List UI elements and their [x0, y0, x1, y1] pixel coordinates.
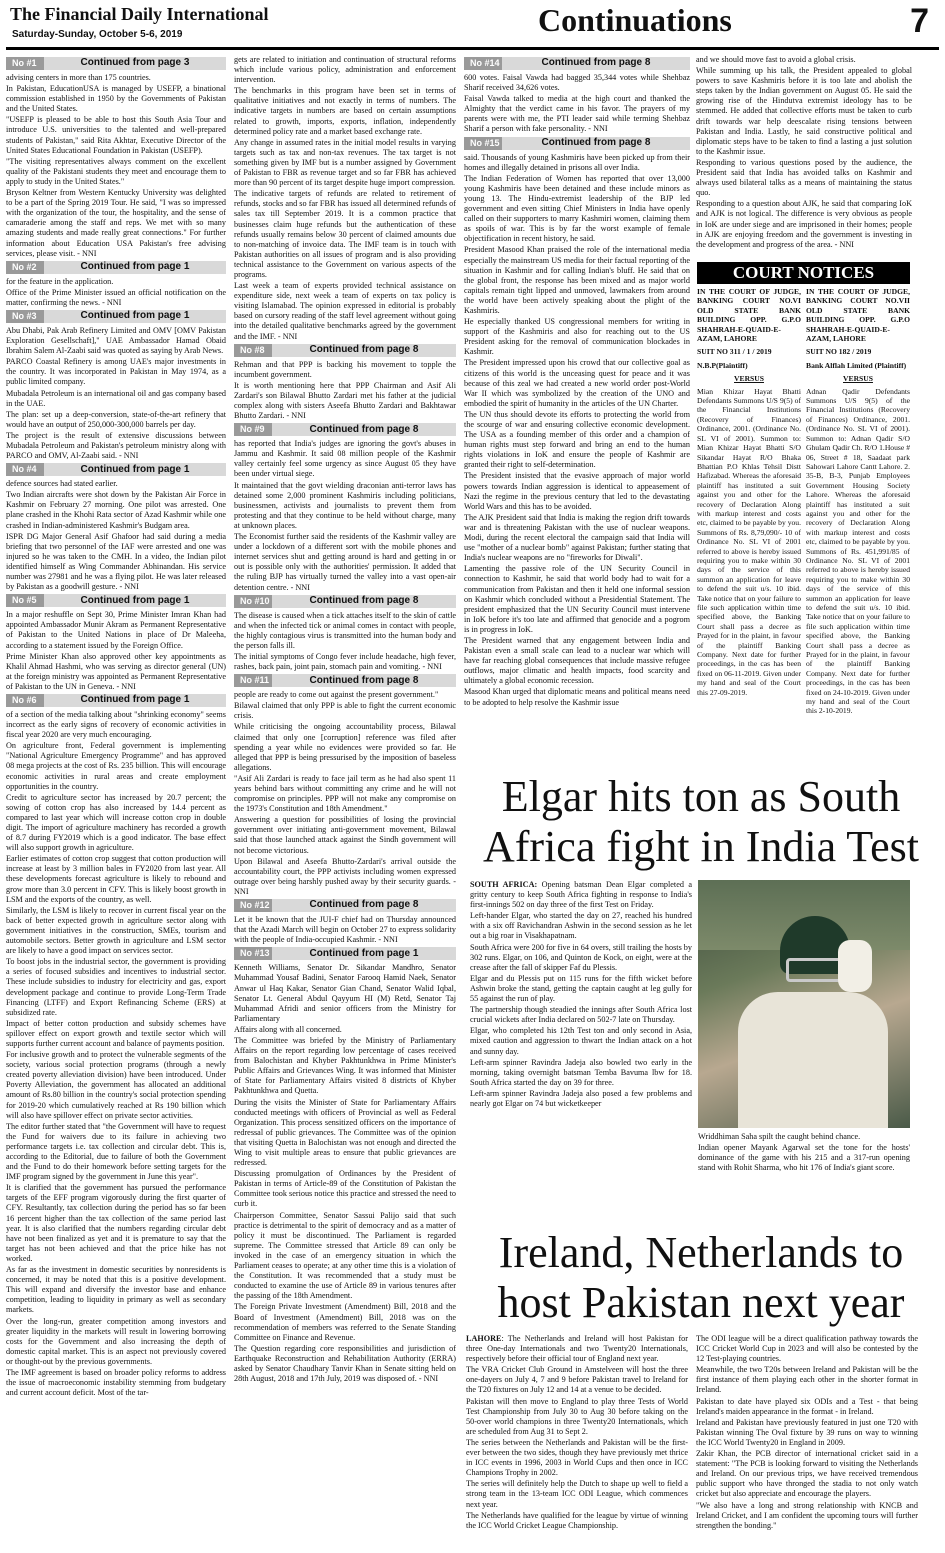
paragraph: The Indian Federation of Women has reported that over 13,000 young Kashmiris have been detained and these include minors as young 13. The Hindu-extremist leadership of the BJP led government and even sitting Chief Ministers in India have openly called on their supporters to marry Kashmiri women, claiming them as spoils of war. This is by far the worst example of female objectification in recent history, he said.: [464, 173, 690, 244]
paragraph: "USEFP is pleased to be able to host this South Asia Tour and introduce U.S. universities to the talented and well-prepared students of Pakistan," said Rita Akhtar, Executive Director of the United States Educational Foundation in Pakistan (USEFP).: [6, 115, 226, 155]
paragraph: of a section of the media talking about "shrinking economy" seems incorrect as the early signs of recovery of economic activities in fiscal year 2020 are very much encouraging.: [6, 709, 226, 740]
continued-bar: [234, 899, 456, 912]
continued-number: No #15: [464, 137, 502, 150]
paragraph: SOUTH AFRICA: Opening batsman Dean Elgar completed a gritty century to keep South Africa fighting in response to India's first-innings 502 on day three of the first Test on Friday.: [470, 880, 692, 910]
continued-number: No #6: [6, 694, 44, 707]
paragraph: The Question regarding core responsibilities and jurisdiction of Earthquake Reconstruction and Rehabilitation Authority (ERRA) asked by Senator Chaudhary Tanvir Khan in Senate sitting held on 28th August, 2018 and 17th July, 2019 was disposed of. - NNI: [234, 1343, 456, 1384]
paragraph: The benchmarks in this program have been set in terms of qualitative initiatives and not exactly in terms of numbers. The indicative targets in numbers are based on certain assumptions related to growth, imports, exports, inflation, independently determined policy rate and a market based exchange rate.: [234, 86, 456, 136]
continued-label: Continued from page 1: [80, 463, 190, 475]
story-body: [466, 1334, 688, 1548]
notice-court: IN THE COURT OF JUDGE, BANKING COURT NO.VI OLD STATE BANK BUILDING OPP. G.P.O SHAHRAH-E-QUAID-E-AZAM, LAHORE: [697, 287, 801, 344]
paragraph: Office of the Prime Minister issued an official notification on the matter, confirming the news. - NNI: [6, 287, 226, 307]
caption-line: Wriddhiman Saha spilt the caught behind chance.: [698, 1132, 861, 1141]
continued-number: No #14: [464, 57, 502, 70]
continued-bar: [234, 947, 456, 960]
notice-suit: SUIT NO 311 / 1 / 2019: [697, 347, 772, 357]
continued-bar: [234, 674, 456, 687]
paragraph: The indicative targets of refunds are related to retirement of refunds, stocks and so far FBR has issued all determined refunds of sales tax till September 2019. It is a common practice that businesses claim huge refunds but the authentication of these refunds usually remains below 30 percent of claimed amounts due to non-matching of invoice data. The IMF team is in touch with Pakistan authorities on all issues of program and is also providing technical assistance to the Government on various aspects of the programs.: [234, 189, 456, 279]
paragraph: Left-hander Elgar, who started the day on 27, reached his hundred with a six off Ravichandran Ashwin in the second session as he let out a big roar in Visakhapatnam.: [470, 911, 692, 941]
paragraph: He especially thanked US congressional members for writing in support of the Kashmiris and also for reaching out to the US President asking for the removal of communication blockades in Kashmir.: [464, 317, 690, 357]
paragraph: has reported that India's judges are ignoring the govt's abuses in Jammu and Kashmir. It said 08 million people of the Kashmir valley certainly feel some urgency as since August 05 they have been under virtual siege.: [234, 439, 456, 479]
continued-number: No #13: [234, 947, 272, 960]
paragraph: "Asif Ali Zardari is ready to face jail term as he had also spent 11 years behind bars without committing any crime and he will not compromise on principles. PPP will not make any compromise on the 1973's Constitution and 18th Amendment.": [234, 773, 456, 814]
paragraph: Earlier estimates of cotton crop suggest that cotton production will increase at least by 3 million bales in FY2020 from last year. All these developments forecast agriculture is likely to rebound and grow more than 3.0 percent in CFY. This is likely boost growth in LSM and the exports of the country, as well.: [6, 854, 226, 904]
notice-plaintiff: N.B.P(Plaintiff): [697, 360, 748, 370]
paragraph: "The visiting representatives always comment on the excellent quality of the Pakistani students they meet and encourage them to apply to study in the United States.": [6, 156, 226, 186]
continued-bar: [6, 310, 226, 323]
paragraph: The AJK President said that India is making the region drift towards war and is threatening Pakistan with the use of nuclear weapons. Modi, during the recent electoral the campaign said that India will use "mother of a nuclear bomb" against Pakistan; further stating that India's nuclear weapons are no "fireworks for Diwali".: [464, 512, 690, 563]
masthead-rule: [6, 47, 939, 50]
continued-number: No #9: [234, 423, 272, 436]
continued-label: Continued from page 8: [541, 57, 651, 69]
paragraph: said. Thousands of young Kashmiris have been picked up from their homes and illegally detained in prisons all over India.: [464, 152, 690, 172]
column-2: [234, 55, 456, 1549]
paragraph: The series will definitely help the Dutch to shape up well to field a strong team in the 13-team ICC ODI League, which commences next year.: [466, 1479, 688, 1509]
paragraph: Let it be known that the JUI-F chief had on Thursday announced that the Azadi March will begin on October 27 to express solidarity with the people of India-occupied Kashmir. - NNI: [234, 915, 456, 945]
continued-number: No #10: [234, 595, 272, 608]
continued-label: Continued from page 1: [80, 694, 190, 706]
continued-number: No #1: [6, 57, 44, 70]
paragraph: The IMF agreement is based on broader policy reforms to address the issue of macroeconomic instability stemming from budgetary and current account deficit. Most of the tar-: [6, 1367, 226, 1398]
paragraph: Impact of better cotton production and subsidy schemes have spillover effect on export growth and textile sector which will supports further current account and balance of payments position.: [6, 1018, 226, 1048]
paragraph: for the feature in the application.: [6, 276, 114, 286]
paragraph: LAHORE: The Netherlands and Ireland will host Pakistan for three One-day Internationals and two Twenty20 Internationals, respectively before their official tour of England next year.: [466, 1334, 688, 1364]
court-notice: [697, 287, 801, 765]
continued-bar: [6, 261, 226, 274]
continued-label: Continued from page 1: [309, 947, 419, 959]
paragraph: It is clarified that the government has pursued the performance targets of the EFF program vigorously during the first quarter of CFY. Resultantly, tax collection during the period has so far been 16 percent higher than the tax collection of the same period last year. It is also clarified that the numbers regarding circular debt have not been finalized as yet and it is premature to say that the target has not been achieved and that the price hike has not worked.: [6, 1183, 226, 1263]
paragraph: advising centers in more than 175 countries.: [6, 73, 151, 82]
paragraph: For inclusive growth and to protect the vulnerable segments of the society, various social protection programs (through a newly created poverty alleviation division) have been introduced. Under Poverty Alleviation, the government has allocated an additional amount of Rs.80 billion in the country's social protection spending for 2019-20 which cumulatively reached at Rs 190 billion which will also have spillover effect on private sector activities.: [6, 1050, 226, 1120]
continued-label: Continued from page 8: [309, 423, 419, 435]
paragraph: Over the long-run, greater competition among investors and greater liquidity in the markets will result in lowering borrowing costs for the Government and also increasing the depth of domestic capital market. This is an aspect not previously covered or thought-out by the previous governments.: [6, 1316, 226, 1366]
paragraph: The President warned that any engagement between India and Pakistan even a small scale can lead to a nuclear war which will have far reaching global consequences that include massive refugee outflows, major climatic and health impacts, food scarcity and ultimately a global economic recession.: [464, 635, 690, 686]
page-number: 7: [910, 2, 929, 40]
notice-body: Mian Khizar Hayat Bhatti Defendants Summons U/S 9(5) of the Financial Institutions (Recovery of Finances) Ordinance, 2001. (Ordinance No. SL VI of 2001). Summon to: Mian Khizar Hayat Bhatti S/O Sikandar Hayat R/O Bhaka Bhattian P.O Khlas Tehsil Distt Hafizabad. Whereas the aforesaid plaintiff has instituted a suit against you and other for the recovery of Declaration Along with markup interest and costs etc, claimed to be payable by you. Summons of Rs. 8,79,090/- 10 of Ordinance No. SL VI of 2001 referred to above is hereby issued requiring you to make within 30 days of the service of this summon an application for leave to defend the suit u/s. 10 ibid. Take notice that on your failure to file such application within time specified above, the Banking Court shall pass a decree as Prayed for in the plaint, in favour of the plaintiff Banking Company. Next date for further proceedings, in the cas has been fixed on 06-11-2019. Given under my hand and seal of the Court this 27-09-2019.: [697, 386, 801, 697]
cricket-photo: [698, 880, 910, 1128]
paragraph: 600 votes. Faisal Vawda had bagged 35,344 votes while Shehbaz Sharif received 34,626 votes.: [464, 73, 690, 93]
paragraph: The series between the Netherlands and Pakistan will be the first-ever between the two sides, though they have previously met thrice in ICC events in 1996, 2003 in World Cups and then once in ICC Champions Trophy in 2002.: [466, 1437, 688, 1478]
notice-suit: SUIT NO 182 / 2019: [806, 347, 872, 357]
paragraph: defence sources had stated earlier.: [6, 479, 118, 489]
paragraph: The Economist further said the residents of the Kashmir valley are under a lockdown of a different sort with the mobile phones and internet services shut and getting around is hard and getting in or out is possible only with the authorities' permission. It added that the ruling BJP has virtually turned the valley into a vast open-air detention centre. - NNI: [234, 532, 456, 592]
caption-line: Indian opener Mayank Agarwal set the tone for the hosts' dominance of the game with his 215 and a 317-run opening stand with Rohit Sharma, who hit 176 of India's giant score.: [698, 1143, 910, 1173]
paragraph: Pakistan will then move to England to play three Tests of World Test Championship from July 30 to Aug 30 before taking on the 50-over world champions in three Twenty20 Internationals, which are scheduled from Aug 31 to Sept 2.: [466, 1396, 688, 1436]
continued-label: Continued from page 8: [309, 595, 419, 607]
continued-bar: [6, 57, 226, 70]
dateline: LAHORE: [466, 1334, 502, 1343]
continued-bar: [234, 595, 456, 608]
paragraph: While criticising the ongoing accountability process, Bilawal claimed that only one [corruption] reference was filed after spending a year while no evidences were provided so far. He alleged that PPP is being pressurised by the imposition of baseless allegations.: [234, 722, 456, 772]
paragraph: ISPR DG Major General Asif Ghafoor had said during a media briefing that two personnel of the IAF were arrested and one was injured so he was taken to the CMH. In a video, the Indian pilot identified himself as Wing Commander Abhinandan. His service number was 27981 and he was a flying pilot. He was later released by Pakistan as a goodwill gesture. - NNI: [6, 531, 226, 592]
continued-number: No #8: [234, 344, 272, 357]
paragraph: The plan: set up a deep-conversion, state-of-the-art refinery that would have an output of 250,000-300,000 barrels per day.: [6, 409, 226, 429]
column-3: [464, 55, 690, 761]
story-body: [470, 880, 692, 1220]
paragraph: It maintained that the govt wielding draconian anti-terror laws has detained some 2,000 prominent Kashmiris including politicians, businessmen, activists and journalists to prevent them from protesting and that they continue to be held without charge, many at unknown places.: [234, 480, 456, 530]
paragraph: The disease is caused when a tick attaches itself to the skin of cattle and when the infected tick or animal comes in contact with people, the highly contagious virus is transmitted into the human body and the person falls ill.: [234, 610, 456, 650]
paragraph: Responding to a question about AJK, he said that comparing IoK and AJK is not logical. The difference is very obvious as people in IoK are under siege and are imprisoned in their homes; people in AJK are enjoying freedom and the government is investing in the development and progress of the area. - NNI: [696, 199, 912, 249]
paragraph: The VRA Cricket Club Ground in Amstelveen will host the three one-dayers on July 4, 7 and 9 before Pakistan travel to Ireland for the T20 fixtures on July 12 and 14 at a venue to be decided.: [466, 1365, 688, 1395]
paragraph: Similarly, the LSM is likely to recover in current fiscal year on the back of better expected growth in agriculture sector along with government initiatives in the construction, SMEs, tourism and automobile sectors. Better growth in agriculture and LSM sector are likely to have a good impact on services sector.: [6, 905, 226, 956]
continued-bar: [6, 463, 226, 476]
continued-bar: [234, 423, 456, 436]
continued-number: No #3: [6, 310, 44, 323]
paragraph: The project is the result of extensive discussions between Mubadala Petroleum and Pakistan's petroleum ministry along with PARCO and OMV, Al-Zaabi said. - NNI: [6, 430, 226, 461]
paragraph: "We also have a long and strong relationship with KNCB and Ireland Cricket, and I am confident the upcoming tours will further strengthen the bonding.": [696, 1500, 918, 1530]
paragraph: Answering a question for possibilities of losing the provincial government over initiating anti-government movement, Bilawal said that those launched attack against the Sindh government will not become victorious.: [234, 815, 456, 855]
notice-versus: VERSUS: [734, 374, 764, 384]
continued-label: Continued from page 8: [309, 899, 419, 911]
paragraph: Masood Khan urged that diplomatic means and political means need to be adopted to help resolve the Kashmir issue: [464, 687, 690, 707]
continued-bar: [6, 594, 226, 607]
paragraph: Discussing promulgation of Ordinances by the President of Pakistan in terms of Article-89 of the Constitution of Pakistan the Committee took serious notice this practice and stressed the need to curb it.: [234, 1169, 456, 1209]
continued-number: No #11: [234, 674, 272, 687]
continued-label: Continued from page 8: [309, 674, 419, 686]
column-4: [696, 55, 912, 261]
continued-number: No #12: [234, 899, 272, 912]
continued-label: Continued from page 1: [80, 594, 190, 606]
paragraph: Abu Dhabi, Pak Arab Refinery Limited and OMV [OMV Pakistan Exploration Gesellschaft]," UAE Ambassador Hamad Obaid Ibrahim Salem Al-Zaabi said was quoted as saying by Arab News.: [6, 325, 226, 356]
continued-label: Continued from page 1: [80, 310, 190, 322]
notice-court: IN THE COURT OF JUDGE, BANKING COURT NO.VII OLD STATE BANK BUILDING OPP. G.P.O SHAHRAH-E-QUAID-E-AZAM, LAHORE: [806, 287, 910, 344]
continued-label: Continued from page 8: [541, 137, 651, 149]
paragraph: Meanwhile, the two T20s between Ireland and Pakistan will be the first instance of them playing each other in the shorter format in Ireland.: [696, 1365, 918, 1395]
paragraph: It is worth mentioning here that PPP Chairman and Asif Ali Zardari's son Bilawal Bhutto Zardari met his father at the judicial complex along with sisters Aseefa Bhutto Zardari and Bakhtawar Bhutto Zardari. - NNI: [234, 380, 456, 421]
paragraph: The President impressed upon his crowd that our collective goal as citizens of this world is the unceasing quest for peace and it was because of this zeal we had created a new world order post-World War II which was symbolized by the creation of the UNO and embodied the spirit of humanity in the articles of the UN Charter.: [464, 358, 690, 408]
paragraph: The editor further stated that "the Government will have to request the Fund for waivers due to its failure in achieving two performance targets i.e. tax collection and circular debt. This is, according to the Editorial, due to failure of both the Government and the Fund to do their homework before setting targets for the IMF program signed by the government in June this year".: [6, 1121, 226, 1182]
dateline: SOUTH AFRICA:: [470, 880, 538, 889]
paragraph: The initial symptoms of Congo fever include headache, high fever, rashes, back pain, joint pain, stomach pain and vomiting. - NNI: [234, 651, 456, 672]
paragraph: Chairperson Committee, Senator Sassui Palijo said that such practice is detrimental to the spirit of democracy and as a matter of policy it must be discontinued. The Parliament is regarded supreme. The Committee stressed that Article 89 can only be invoked in the case of an emergency situation in which the Parliament ceases to operate; at any other time this is a violation of the Constitution. It was recommended that a study must be conducted to examine the use of Article 89 in various tenures after the passing of the 18th Amendment.: [234, 1210, 456, 1301]
paragraph: people are ready to come out against the present government.": [234, 690, 439, 700]
paragraph: In Pakistan, EducationUSA is managed by USEFP, a binational commission established in 1950 by the Governments of Pakistan and the United States.: [6, 84, 226, 114]
paragraph: During the visits the Minister of State for Parliamentary Affairs conducted meetings with officers of Provincial as well as Federal Organization. This process sensitized officers on the importance of redressal of public grievances. The Committee was of the opinion that visiting Quetta in Balochistan was not enough and directed the Wing to visit multiple areas to ensure that public grievances are redressed.: [234, 1097, 456, 1168]
paragraph: gets are related to initiation and continuation of structural reforms which include various policy, administration and enforcement intervention.: [234, 55, 456, 85]
paragraph: Zakir Khan, the PCB director of international cricket said in a statement: "The PCB is looking forward to visiting the Netherlands and Ireland. On our previous trips, we have received tremendous public support who have thronged the stadia to not only watch cricket but also appreciate and encourage the players.: [696, 1449, 918, 1499]
paragraph: President Masood Khan praised the role of the international media especially the mainstream US media for their factual reporting of the situation in Kashmir and for calling Indian's bluff. He said that on the global front, the response has been mixed and as major world capitals remain tight lipped and unmoved, lawmakers from around the world have been actively speaking about the plight of the Kashmiris.: [464, 245, 690, 315]
photo-glove: [838, 940, 872, 992]
continued-label: Continued from page 3: [80, 57, 190, 69]
paragraph: Elgar and du Plessis put on 115 runs for the fifth wicket before Ashwin broke the stand, getting the captain caught at leg gully for 55 against the run of play.: [470, 973, 692, 1004]
paragraph: Kenneth Williams, Senator Dr. Sikandar Mandhro, Senator Muhammad Yousaf Badini, Senator Farooq Hamid Naek, Senator Anwar ul Haq Kakar, Senator Gian Chand, Senator Walid Iqbal, Senator Lt. General Abdul Qayyum HI (M) Retd, Senator Taj Muhammad Afridi and senior officers from the Ministry for Parliamentary: [234, 963, 456, 1023]
continued-number: No #2: [6, 261, 44, 274]
paragraph: Any change in assumed rates in the initial model results in varying targets such as tax and non-tax revenues. The tax target is not something given by IMF but is a number assigned by Government of Pakistan to FBR as revenue target and so far FBR has achieved more than 90 percent of its target despite huge import compression.: [234, 137, 456, 188]
paragraph: The Netherlands have qualified for the league by virtue of winning the ICC World Cricket League Championship.: [466, 1510, 688, 1530]
paragraph: Rehman and that PPP is backing his movement to topple the incumbent government.: [234, 359, 456, 379]
paragraph: Upon Bilawal and Aseefa Bhutto-Zardari's arrival outside the accountability court, the PPP activists including women expressed outrage over being harshly pushed away by their security guards. - NNI: [234, 856, 456, 896]
paragraph: Left-arm spinner Ravindra Jadeja also posed a few problems and nearly got Elgar on 74 but wicketkeeper: [470, 1088, 692, 1108]
paragraph: The Committee was briefed by the Ministry of Parliamentary Affairs on the report regarding low percentage of cases received from Balochistan and Khyber Pakhtunkhwa in Prime Minister's Public Affairs and Grievances Wing. It was informed that Minister of State for Parliamentary Affairs visited 8 districts of Khyber Pakhtunkhwa and Quetta.: [234, 1035, 456, 1096]
paragraph: While summing up his talk, the President appealed to global powers to save Kashmiris before it is too late and abolish the steps taken by the Indian government on August 05. He said the growing rise of the Hindutva extremist ideology has to be stemmed. He added that collective efforts must be taken to curb drift towards war help deescalate rising tensions between Pakistan and India. Lastly, he said constructive political and diplomatic steps have to be taken to find a lasting a just solution to the Kashmir issue.: [696, 66, 912, 156]
story-headline: Elgar hits ton as South Africa fight in India Test: [483, 772, 919, 871]
paragraph: Bilawal claimed that only PPP is able to fight the current economic crisis.: [234, 701, 456, 721]
masthead: [0, 0, 945, 52]
paragraph: Faisal Vawda talked to media at the high court and thanked the Almighty that the verdict came in his favor. The prayers of my parents were with me, the PTI leader said while terming Shehbaz Sharif a person with fake personality. - NNI: [464, 94, 690, 134]
paragraph: In a major reshuffle on Sept 30, Prime Minister Imran Khan had appointed Ambassador Munir Akram as Permanent Representative of Pakistan to the United Nations in place of Dr Maleeha, according to a statement issued by the Foreign Office.: [6, 610, 226, 650]
continued-bar: [234, 344, 456, 357]
court-notices-heading: COURT NOTICES: [697, 262, 910, 284]
paragraph: To boost jobs in the industrial sector, the government is providing a series of focused subsidies and incentives to industrial sector. These include subsidies to industry for electricity and gas, export development package and continue to provide Long-Term Trade Financing (LTFF) and Export Refinancing Scheme (ERS) at subsidized rate.: [6, 957, 226, 1017]
continued-label: Continued from page 8: [309, 344, 419, 356]
court-notice: [806, 287, 910, 765]
notice-versus: VERSUS: [843, 374, 873, 384]
notice-plaintiff: Bank Alflah Limited (Plaintiff): [806, 360, 907, 370]
paragraph: Lamenting the passive role of the UN Security Council in connection to Kashmir, he said that world body had to wait for a communication from Pakistan and then it held one informal session on Kashmir which concluded without a Presidential Statement. The president emphasized that the UN Security Council must intervene in IoK before it's too late and affirmed that genocide and a pogrom is in progress in IoK.: [464, 564, 690, 634]
paragraph: Last week a team of experts provided technical assistance on expenditure side, next week a team of experts on tax policy is visiting Islamabad. The opinion expressed in editorial is probably based on cursory reading of the staff level agreement without going into the detailed qualitative benchmarks agreed by the government and the IMF. - NNI: [234, 281, 456, 341]
section-title: Continuations: [538, 2, 732, 38]
paragraph: Responding to various questions posed by the audience, the President said that India has avoided talks on Kashmir and always used bilateral talks as a means of maintaining the status quo.: [696, 157, 912, 198]
paragraph: The President insisted that the evasive approach of major world powers towards Indian aggression is identical to appeasement of Nazi the regime in the previous century that led to the devastating World Wars and this has to be avoided.: [464, 471, 690, 511]
paragraph: Bryson Keltner from Western Kentucky University was delighted to be a part of the Spring 2019 Tour. He said, "I was so impressed with the organization of the tour, the hospitality, and the sense of camaraderie among the staff and reps. We met with so many amazing students and made really great connections." For further information about Education USA Pakistan's free advising services, please visit. - NNI: [6, 188, 226, 258]
paragraph: The Foreign Private Investment (Amendment) Bill, 2018 and the Board of Investment (Amendment) Bill, 2018 was on the recommendation of members was referred to the Senate Standing Committee on Finance and Revenue.: [234, 1302, 456, 1342]
paragraph: Credit to agriculture sector has increased by 20.7 percent; the sowing of cotton crop has also increased by 14.4 percent as compared to last year which will increase cotton crop in double digit. The import of agriculture machinery has recorded a growth of 8.7 during FY2019 which is a good indicator. The base effect will also support growth in agriculture.: [6, 792, 226, 853]
continued-bar: [464, 57, 690, 70]
notice-body: Adnan Qadir Defendants Summons U/S 9(5) of the Financial Institutions (Recovery of Finances) Ordinance, 2001. (Ordinance No. SL VI of 2001). Summon to: Adnan Qadir S/O Ghulam Qadir Ch. R/O 1.House # 06, Street # 18, Saadaat park Sahowari Lahore Cantt Lahore. 2. 35-B, B-3, Punjab Employees Government Housing Society Lahore. Whereas the aforesaid plaintiff has instituted a suit against you and other for the recovery of Declaration Along with markup interest and costs etc, claimed to be payable by you. Summons of Rs. 451,991/85 of Ordinance No. SL VI of 2001 referred to above is hereby issued requiring you to make within 30 days of the service of this summon an application for leave to defend the suit u/s. 10 ibid. Take notice that on your failure to file such application within time specified above, the Banking Court shall pass a decree as Prayed for in the plaint, in favour of the plaintiff Banking Company. Next date for further proceedings, in the cas has been fixed on 24-10-2019. Given under my hand and seal of the Court this 2-10-2019.: [806, 386, 910, 716]
paper-name: The Financial Daily International: [10, 4, 269, 24]
paragraph: and we should move fast to avoid a global crisis.: [696, 55, 856, 64]
paragraph: Mubadala Petroleum is an international oil and gas company based in the UAE.: [6, 388, 226, 408]
photo-helmet-grill: [786, 958, 844, 982]
paragraph: The UN thus should devote its efforts to protecting the world from the scourge of war and ensuring collective economic development. The USA as a founding member of this order and a champion of human rights must step forward and bring an end to the human rights violations in IoK and ensure the people of Kashmir are granted their right to self-determination.: [464, 409, 690, 470]
issue-date: Saturday-Sunday, October 5-6, 2019: [12, 29, 183, 40]
paragraph: As far as the investment in domestic securities by nonresidents is concerned, it may be noted that this is a positive development. This will expand and diversify the investor base and enhance competition, leading to liquidity in primary as well as secondary markets.: [6, 1265, 226, 1315]
paragraph: The partnership though steadied the innings after South Africa lost crucial wickets after India declared on 502-7 late on Thursday.: [470, 1005, 692, 1025]
continued-bar: [6, 694, 226, 707]
paragraph: Two Indian aircrafts were shot down by the Pakistan Air Force in Kashmir on February 27 morning. One pilot was arrested. One plane crashed in the Khohi Rata sector of Azad Kashmir while one crashed in Indian-administered Kashmir's Budgam area.: [6, 490, 226, 530]
paragraph: The ODI league will be a direct qualification pathway towards the ICC Cricket World Cup in 2023 and will also be contested by the 12 Test-playing countries.: [696, 1334, 918, 1364]
paragraph: Ireland and Pakistan have previously featured in just one T20 with Pakistan winning The Oval fixture by 39 runs on way to winning the ICC World Twenty20 in England in 2009.: [696, 1417, 918, 1447]
continued-number: No #4: [6, 463, 44, 476]
paragraph: Affairs along with all concerned.: [234, 1024, 342, 1034]
paragraph: South Africa were 200 for five in 64 overs, still trailing the hosts by 302 runs. Elgar, on 106, and Quinton de Kock, on eight, were at the crease after the fall of skipper Faf du Plessis.: [470, 942, 692, 972]
photo-player-shirt: [738, 992, 888, 1128]
paragraph: Elgar, who completed his 12th Test ton and only second in Asia, mixed caution and aggression to thwart the Indian attack on a hot and sunny day.: [470, 1026, 692, 1056]
paragraph: On agriculture front, Federal government is implementing "National Agriculture Emergency Programme" and has approved 08 mega projects at the cost of Rs. 235 billion. This will encourage economic activities in rural areas and create employment opportunities in the country.: [6, 741, 226, 791]
paragraph: PARCO Coastal Refinery is among UAE's major investments in the country. It was incorporated in Pakistan in May 1974, as a public limited company.: [6, 357, 226, 387]
paragraph: Prime Minister Khan also approved other key appointments as Khalil Ahmad Hashmi, who was serving as director general (UN) at the foreign ministry was appointed as Permanent Representative of Pakistan to the UN in Geneva. - NNI: [6, 651, 226, 691]
continued-label: Continued from page 1: [80, 261, 190, 273]
column-1: [6, 55, 226, 1549]
continued-bar: [464, 137, 690, 150]
story-body: [696, 1334, 918, 1548]
story-headline: Ireland, Netherlands to host Pakistan next year: [497, 1228, 905, 1327]
paragraph: Pakistan to date have played six ODIs and a Test - that being Ireland's maiden appearance in the format - in Ireland.: [696, 1396, 918, 1416]
paragraph: Left-arm spinner Ravindra Jadeja also bowled two early in the morning, taking overnight batsman Temba Bavuma lbw for 18. South Africa started the day on 39 for three.: [470, 1057, 692, 1087]
photo-caption: [698, 1132, 910, 1220]
continued-number: No #5: [6, 594, 44, 607]
